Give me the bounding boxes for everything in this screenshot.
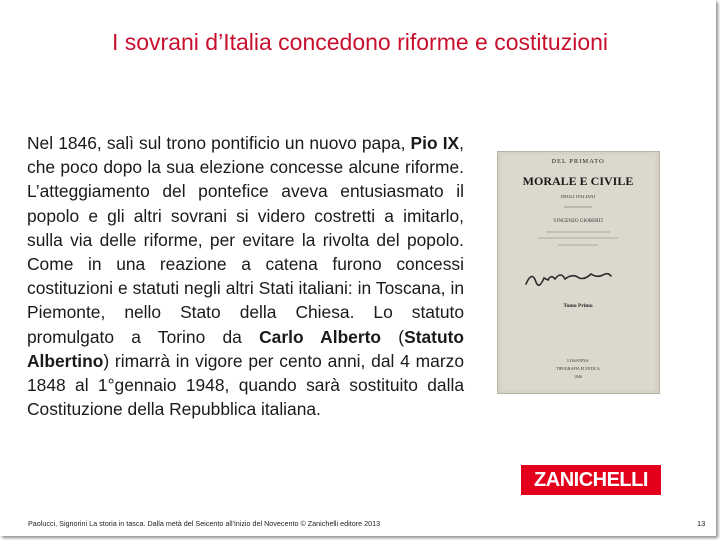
book-cover-image [497,151,660,394]
logo-text: ZANICHELLI [534,469,648,491]
body-bold-carlo-alberto: Carlo Alberto [259,326,382,347]
body-text-part: Nel 1846, salì sul trono pontificio un nuovo papa, [27,133,411,153]
book-title-line-2: MORALE E CIVILE [522,174,634,188]
page-number: 13 [697,519,706,528]
book-publisher: TIPOGRAFIA ELVETICA [556,366,600,371]
book-city: LOSANNA [567,358,589,363]
body-text-part: , che poco dopo la sua elezione concesse alcune riforme. L’atteggiamento del pontefice aveva entusiasmato il popolo e gli altri sovrani si videro costretti a imitarlo, sulla via delle riforme, per evitare la rivolta del popolo. Come in una reazione a catena furono concessi costituzioni e statuti negli altri Stati italiani: in Toscana, in Piemonte, nello Stato della Chiesa. Lo statuto promulgato a Torino da [27,133,464,347]
slide-body-text [27,131,464,421]
book-year: 1846 [574,374,582,379]
book-cover-drawing [498,152,659,393]
body-bold-pio-ix: Pio IX [410,133,460,153]
zanichelli-logo [521,465,661,495]
book-title-line-3: DEGLI ITALIANI [560,194,596,199]
book-title-line-1: DEL PRIMATO [551,158,605,165]
body-bold-statuto-albertino: Statuto Albertino [27,326,465,371]
book-volume: Tomo Primo [563,303,593,309]
book-author: VINCENZO GIOBERTI [553,219,603,224]
slide-title: I sovrani d’Italia concedono riforme e costituzioni [111,29,609,55]
body-text-part: ( [381,326,405,347]
footer-credit: Paolucci, Signorini La storia in tasca. Dalla metà del Seicento all’inizio del Novecento © Zanichelli editore 2013 [28,519,381,528]
body-text-part: ) rimarrà in vigore per cento anni, dal 4 marzo 1848 al 1°gennaio 1948, quando sarà sostituito dalla Costituzione della Repubblica italiana. [27,350,464,420]
